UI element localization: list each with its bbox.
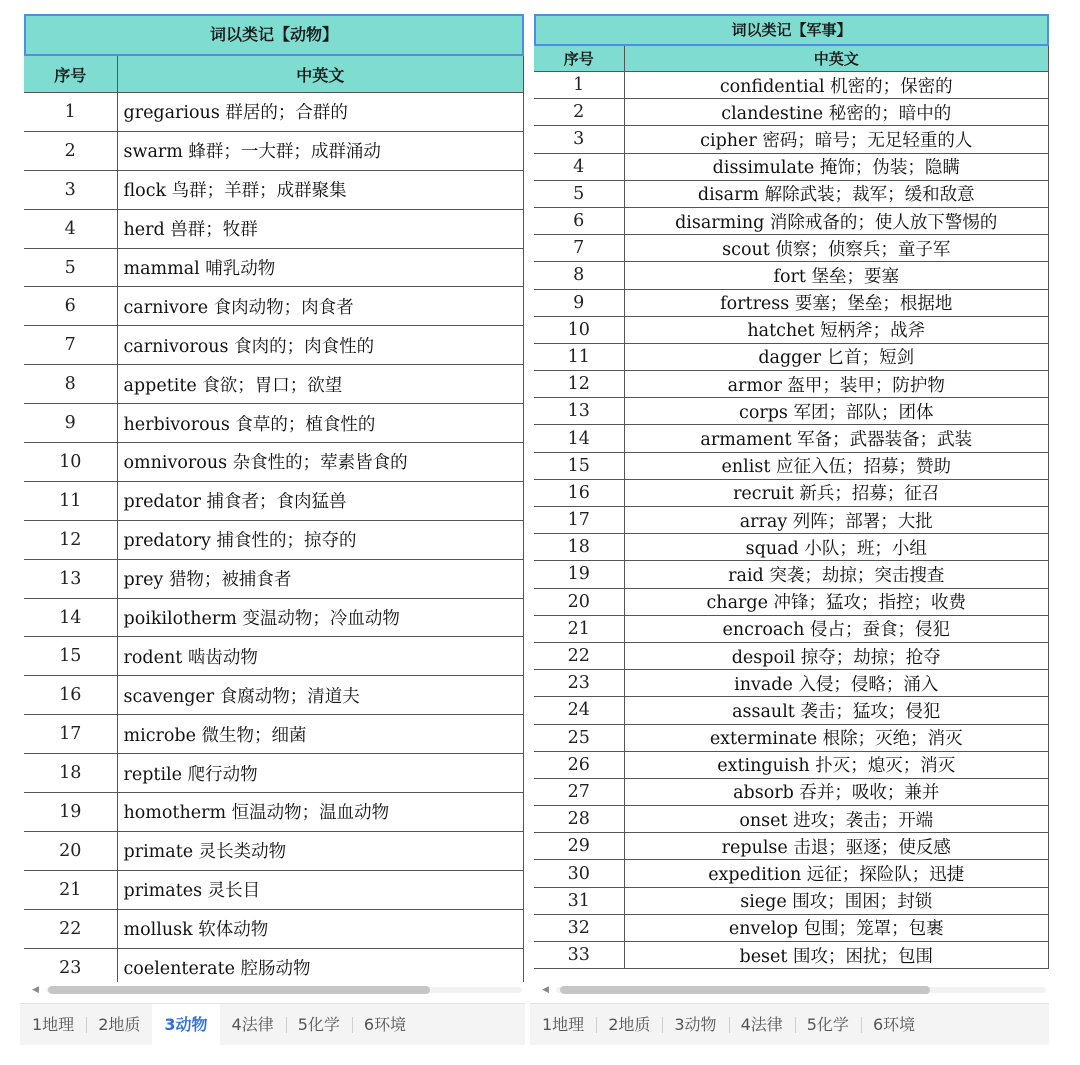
right-header-row (534, 46, 1049, 72)
row-word-cell[interactable]: fortress 要塞；堡垒；根据地 (624, 289, 1049, 316)
row-index-cell[interactable]: 8 (24, 365, 117, 404)
row-index-cell[interactable]: 9 (24, 404, 117, 443)
row-word-cell[interactable]: extinguish 扑灭；熄灭；消灭 (624, 751, 1049, 778)
table-row (534, 507, 1049, 534)
table-row (534, 615, 1049, 642)
row-index-cell[interactable]: 15 (534, 452, 624, 479)
row-index-cell[interactable]: 18 (24, 754, 117, 793)
table-row (534, 778, 1049, 805)
row-index-cell[interactable]: 33 (534, 942, 624, 969)
row-index-cell[interactable]: 12 (534, 371, 624, 398)
table-row (534, 153, 1049, 180)
row-index-cell[interactable]: 4 (534, 153, 624, 180)
table-row (24, 637, 524, 676)
row-index-cell[interactable]: 3 (24, 170, 117, 209)
row-index-cell[interactable]: 10 (24, 443, 117, 482)
table-row (24, 948, 524, 982)
sheet-tab[interactable]: 6环境 (861, 1004, 927, 1046)
row-word-cell[interactable]: armament 军备；武器装备；武装 (624, 425, 1049, 452)
table-row (24, 93, 524, 132)
table-row (24, 793, 524, 832)
row-word-cell[interactable]: disarming 消除戒备的；使人放下警惕的 (624, 207, 1049, 234)
sheet-tab[interactable]: 4法律 (729, 1004, 795, 1046)
row-index-cell[interactable]: 26 (534, 751, 624, 778)
left-horizontal-scrollbar[interactable] (30, 984, 524, 996)
table-row (534, 126, 1049, 153)
row-index-cell[interactable]: 20 (534, 588, 624, 615)
table-row (534, 942, 1049, 969)
row-index-cell[interactable]: 13 (24, 559, 117, 598)
row-word-cell[interactable]: squad 小队；班；小组 (624, 534, 1049, 561)
right-table-body (534, 72, 1049, 969)
row-word-cell[interactable]: primates 灵长目 (117, 870, 524, 909)
row-word-cell[interactable]: predatory 捕食性的；掠夺的 (117, 520, 524, 559)
row-word-cell[interactable]: predator 捕食者；食肉猛兽 (117, 481, 524, 520)
table-row (24, 559, 524, 598)
row-index-cell[interactable]: 5 (24, 248, 117, 287)
row-index-cell[interactable]: 13 (534, 398, 624, 425)
row-word-cell[interactable]: carnivorous 食肉的；肉食性的 (117, 326, 524, 365)
row-index-cell[interactable]: 6 (24, 287, 117, 326)
row-index-cell[interactable]: 22 (24, 909, 117, 948)
row-word-cell[interactable]: flock 鸟群；羊群；成群聚集 (117, 170, 524, 209)
row-word-cell[interactable]: repulse 击退；驱逐；使反感 (624, 833, 1049, 860)
table-row (24, 365, 524, 404)
sheet-tab[interactable]: 2地质 (596, 1004, 662, 1046)
scroll-left-arrow-icon[interactable]: ◀ (542, 985, 549, 995)
left-table-body (24, 93, 524, 983)
row-index-cell[interactable]: 14 (534, 425, 624, 452)
left-header-row (24, 56, 524, 93)
row-index-cell[interactable]: 27 (534, 778, 624, 805)
row-word-cell[interactable]: confidential 机密的；保密的 (624, 72, 1049, 99)
row-index-cell[interactable]: 3 (534, 126, 624, 153)
row-word-cell[interactable]: swarm 蜂群；一大群；成群涌动 (117, 131, 524, 170)
right-sheet (534, 14, 1049, 969)
row-index-cell[interactable]: 14 (24, 598, 117, 637)
table-row (24, 754, 524, 793)
table-row (24, 520, 524, 559)
row-word-cell[interactable]: exterminate 根除；灭绝；消灭 (624, 724, 1049, 751)
row-index-cell[interactable]: 8 (534, 262, 624, 289)
row-word-cell[interactable]: absorb 吞并；吸收；兼并 (624, 778, 1049, 805)
row-index-cell[interactable]: 6 (534, 207, 624, 234)
right-sheet-tabbar (530, 1003, 1049, 1045)
table-row (534, 99, 1049, 126)
row-word-cell[interactable]: assault 袭击；猛攻；侵犯 (624, 697, 1049, 724)
row-word-cell[interactable]: hatchet 短柄斧；战斧 (624, 316, 1049, 343)
row-word-cell[interactable]: herd 兽群；牧群 (117, 209, 524, 248)
table-row (24, 248, 524, 287)
row-index-cell[interactable]: 5 (534, 180, 624, 207)
row-word-cell[interactable]: recruit 新兵；招募；征召 (624, 479, 1049, 506)
row-index-cell[interactable]: 17 (534, 507, 624, 534)
table-row (534, 289, 1049, 316)
row-word-cell[interactable]: armor 盔甲；装甲；防护物 (624, 371, 1049, 398)
left-header-word[interactable]: 中英文 (117, 56, 524, 93)
row-word-cell[interactable]: enlist 应征入伍；招募；赞助 (624, 452, 1049, 479)
table-row (24, 170, 524, 209)
sheet-tab[interactable]: 5化学 (795, 1004, 861, 1046)
table-row (24, 404, 524, 443)
row-index-cell[interactable]: 1 (24, 93, 117, 132)
table-row (534, 371, 1049, 398)
row-index-cell[interactable]: 21 (534, 615, 624, 642)
row-word-cell[interactable]: raid 突袭；劫掠；突击搜查 (624, 561, 1049, 588)
left-scroll-thumb[interactable] (48, 986, 430, 994)
sheet-tab[interactable]: 1地理 (32, 1014, 75, 1034)
table-row (534, 588, 1049, 615)
sheet-tab[interactable]: 4法律 (231, 1014, 274, 1034)
table-row (534, 806, 1049, 833)
row-word-cell[interactable]: reptile 爬行动物 (117, 754, 524, 793)
row-word-cell[interactable]: disarm 解除武装；裁军；缓和敌意 (624, 180, 1049, 207)
row-word-cell[interactable]: dagger 匕首；短剑 (624, 343, 1049, 370)
left-sheet-tabbar (20, 1003, 525, 1045)
table-row (534, 180, 1049, 207)
table-row (534, 534, 1049, 561)
row-index-cell[interactable]: 2 (534, 99, 624, 126)
sheet-tab[interactable]: 3动物 (152, 1004, 219, 1046)
row-word-cell[interactable]: siege 围攻；围困；封锁 (624, 887, 1049, 914)
row-word-cell[interactable]: appetite 食欲；胃口；欲望 (117, 365, 524, 404)
row-index-cell[interactable]: 7 (24, 326, 117, 365)
row-word-cell[interactable]: carnivore 食肉动物；肉食者 (117, 287, 524, 326)
row-word-cell[interactable]: clandestine 秘密的；暗中的 (624, 99, 1049, 126)
table-row (534, 235, 1049, 262)
table-row (534, 670, 1049, 697)
row-word-cell[interactable]: omnivorous 杂食性的；荤素皆食的 (117, 443, 524, 482)
row-word-cell[interactable]: envelop 包围；笼罩；包裹 (624, 914, 1049, 941)
row-index-cell[interactable]: 1 (534, 72, 624, 99)
row-index-cell[interactable]: 24 (534, 697, 624, 724)
table-row (534, 479, 1049, 506)
row-index-cell[interactable]: 17 (24, 715, 117, 754)
row-index-cell[interactable]: 7 (534, 235, 624, 262)
table-row (534, 343, 1049, 370)
right-sheet-title[interactable]: 词以类记【军事】 (534, 14, 1049, 46)
right-sheet-viewport[interactable] (534, 14, 1049, 980)
table-row (24, 481, 524, 520)
row-index-cell[interactable]: 18 (534, 534, 624, 561)
row-word-cell[interactable]: coelenterate 腔肠动物 (117, 948, 524, 982)
row-index-cell[interactable]: 9 (534, 289, 624, 316)
table-row (534, 860, 1049, 887)
table-row (24, 287, 524, 326)
right-header-word[interactable]: 中英文 (624, 46, 1049, 72)
row-index-cell[interactable]: 30 (534, 860, 624, 887)
row-index-cell[interactable]: 21 (24, 870, 117, 909)
row-word-cell[interactable]: herbivorous 食草的；植食性的 (117, 404, 524, 443)
table-row (534, 425, 1049, 452)
row-index-cell[interactable]: 16 (24, 676, 117, 715)
row-index-cell[interactable]: 19 (534, 561, 624, 588)
row-word-cell[interactable]: scout 侦察；侦察兵；童子军 (624, 235, 1049, 262)
row-index-cell[interactable]: 23 (534, 670, 624, 697)
row-index-cell[interactable]: 11 (24, 481, 117, 520)
row-index-cell[interactable]: 23 (24, 948, 117, 982)
row-word-cell[interactable]: corps 军团；部队；团体 (624, 398, 1049, 425)
table-row (24, 443, 524, 482)
table-row (24, 715, 524, 754)
row-index-cell[interactable]: 12 (24, 520, 117, 559)
table-row (24, 831, 524, 870)
table-row (534, 452, 1049, 479)
row-word-cell[interactable]: expedition 远征；探险队；迅捷 (624, 860, 1049, 887)
row-index-cell[interactable]: 16 (534, 479, 624, 506)
table-row (24, 131, 524, 170)
left-sheet (24, 14, 524, 982)
row-word-cell[interactable]: mollusk 软体动物 (117, 909, 524, 948)
table-row (534, 316, 1049, 343)
right-horizontal-scrollbar[interactable] (540, 984, 1049, 996)
row-index-cell[interactable]: 2 (24, 131, 117, 170)
row-index-cell[interactable]: 19 (24, 793, 117, 832)
left-table (24, 56, 524, 982)
row-word-cell[interactable]: homotherm 恒温动物；温血动物 (117, 793, 524, 832)
row-index-cell[interactable]: 25 (534, 724, 624, 751)
sheet-tab[interactable]: 3动物 (662, 1004, 728, 1046)
table-row (24, 909, 524, 948)
row-index-cell[interactable]: 31 (534, 887, 624, 914)
sheet-tab[interactable]: 6环境 (352, 1004, 418, 1046)
row-word-cell[interactable]: prey 猎物；被捕食者 (117, 559, 524, 598)
table-row (534, 561, 1049, 588)
table-row (534, 398, 1049, 425)
row-word-cell[interactable]: cipher 密码；暗号；无足轻重的人 (624, 126, 1049, 153)
row-word-cell[interactable]: gregarious 群居的；合群的 (117, 93, 524, 132)
right-table (534, 46, 1049, 969)
left-sheet-viewport[interactable] (24, 14, 524, 982)
left-sheet-title[interactable]: 词以类记【动物】 (24, 14, 524, 56)
sheet-tab[interactable]: 5化学 (286, 1004, 352, 1046)
table-row (24, 209, 524, 248)
row-index-cell[interactable]: 32 (534, 914, 624, 941)
table-row (24, 870, 524, 909)
row-word-cell[interactable]: despoil 掠夺；劫掠；抢夺 (624, 642, 1049, 669)
row-index-cell[interactable]: 10 (534, 316, 624, 343)
table-row (534, 207, 1049, 234)
row-index-cell[interactable]: 11 (534, 343, 624, 370)
row-index-cell[interactable]: 28 (534, 806, 624, 833)
row-index-cell[interactable]: 29 (534, 833, 624, 860)
row-index-cell[interactable]: 15 (24, 637, 117, 676)
row-index-cell[interactable]: 22 (534, 642, 624, 669)
table-row (534, 833, 1049, 860)
sheet-tab[interactable]: 1地理 (542, 1014, 585, 1034)
row-word-cell[interactable]: array 列阵；部署；大批 (624, 507, 1049, 534)
table-row (24, 598, 524, 637)
row-word-cell[interactable]: charge 冲锋；猛攻；指控；收费 (624, 588, 1049, 615)
row-word-cell[interactable]: invade 入侵；侵略；涌入 (624, 670, 1049, 697)
row-word-cell[interactable]: poikilotherm 变温动物；冷血动物 (117, 598, 524, 637)
row-word-cell[interactable]: primate 灵长类动物 (117, 831, 524, 870)
table-row (534, 262, 1049, 289)
table-row (534, 642, 1049, 669)
table-row (534, 887, 1049, 914)
sheet-tab[interactable]: 2地质 (86, 1004, 152, 1046)
table-row (534, 914, 1049, 941)
row-word-cell[interactable]: fort 堡垒；要塞 (624, 262, 1049, 289)
scroll-left-arrow-icon[interactable]: ◀ (32, 985, 39, 995)
row-index-cell[interactable]: 4 (24, 209, 117, 248)
right-header-index[interactable]: 序号 (534, 46, 624, 72)
row-word-cell[interactable]: rodent 啮齿动物 (117, 637, 524, 676)
row-word-cell[interactable]: microbe 微生物；细菌 (117, 715, 524, 754)
table-row (534, 697, 1049, 724)
row-word-cell[interactable]: scavenger 食腐动物；清道夫 (117, 676, 524, 715)
table-row (534, 724, 1049, 751)
row-word-cell[interactable]: encroach 侵占；蚕食；侵犯 (624, 615, 1049, 642)
left-header-index[interactable]: 序号 (24, 56, 117, 93)
row-word-cell[interactable]: dissimulate 掩饰；伪装；隐瞒 (624, 153, 1049, 180)
right-scroll-thumb[interactable] (560, 986, 930, 994)
row-index-cell[interactable]: 20 (24, 831, 117, 870)
row-word-cell[interactable]: onset 进攻；袭击；开端 (624, 806, 1049, 833)
table-row (24, 326, 524, 365)
table-row (534, 751, 1049, 778)
row-word-cell[interactable]: mammal 哺乳动物 (117, 248, 524, 287)
table-row (24, 676, 524, 715)
table-row (534, 72, 1049, 99)
row-word-cell[interactable]: beset 围攻；困扰；包围 (624, 942, 1049, 969)
